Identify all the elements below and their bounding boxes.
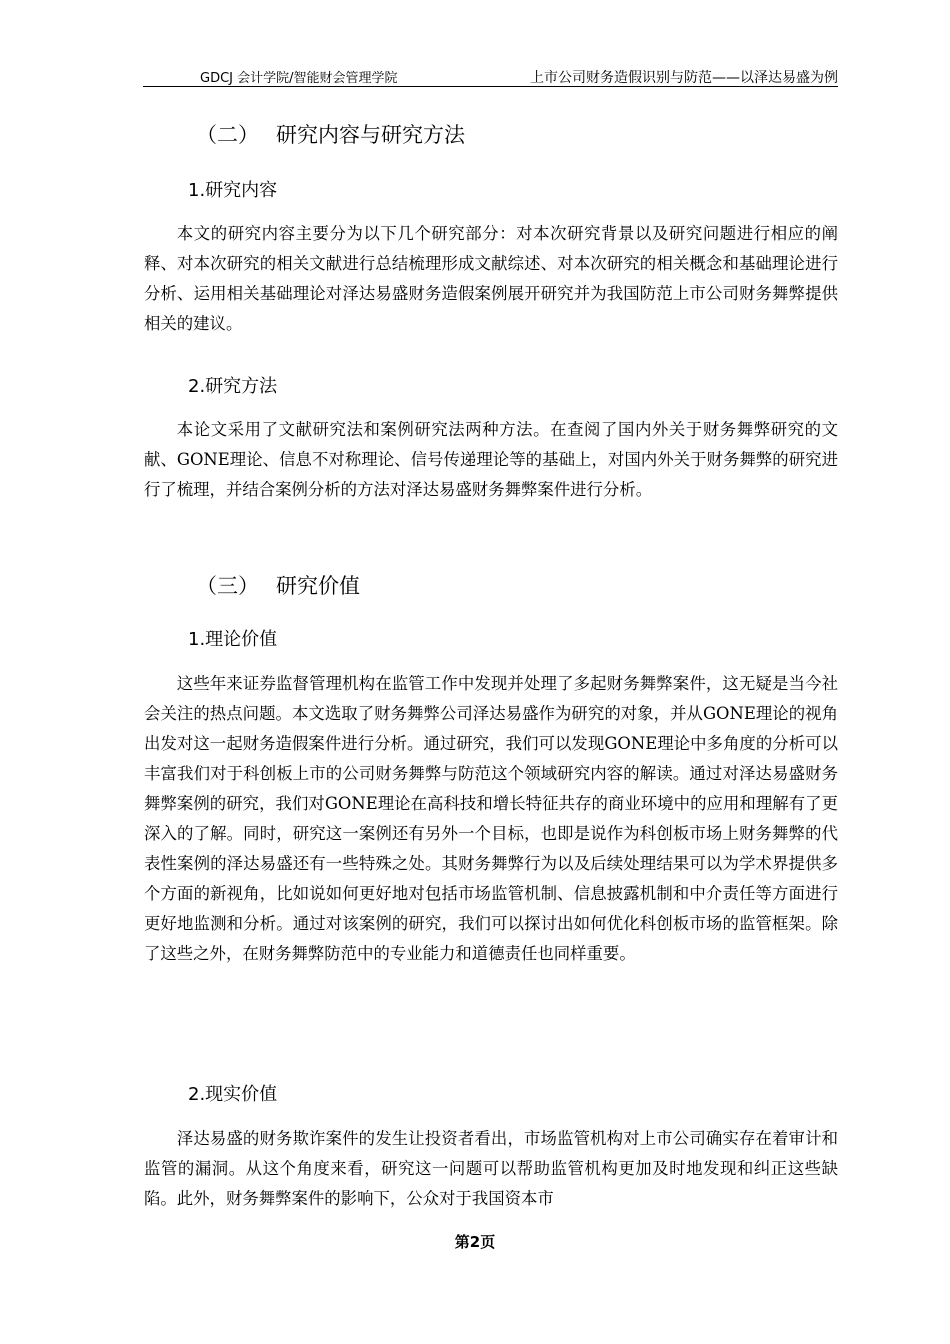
subsection-heading-research-content: 1.研究内容 bbox=[188, 180, 278, 201]
section-number: （二） bbox=[196, 123, 259, 147]
section-heading-research-content-method bbox=[196, 119, 465, 149]
section-title: 研究价值 bbox=[276, 574, 360, 598]
section-heading-research-value bbox=[196, 570, 360, 600]
paragraph-research-content: 本文的研究内容主要分为以下几个研究部分：对本次研究背景以及研究问题进行相应的阐释、对本次研究的相关文献进行总结梳理形成文献综述、对本次研究的相关概念和基础理论进行分析、运用相关基础理论对泽达易盛财务造假案例展开研究并为我国防范上市公司财务舞弊提供相关的建议。 bbox=[144, 224, 838, 333]
header-divider bbox=[143, 86, 838, 87]
section-number: （三） bbox=[196, 574, 259, 598]
section-title: 研究内容与研究方法 bbox=[276, 123, 465, 147]
paragraph-research-method: 本论文采用了文献研究法和案例研究法两种方法。在查阅了国内外关于财务舞弊研究的文献、GONE理论、信息不对称理论、信号传递理论等的基础上，对国内外关于财务舞弊的研究进行了梳理，并结合案例分析的方法对泽达易盛财务舞弊案件进行分析。 bbox=[144, 420, 838, 499]
subsection-heading-practical-value: 2.现实价值 bbox=[188, 1084, 278, 1105]
subsection-heading-research-method: 2.研究方法 bbox=[188, 376, 278, 397]
header-paper-title: 上市公司财务造假识别与防范——以泽达易盛为例 bbox=[530, 70, 838, 86]
subsection-heading-theoretical-value: 1.理论价值 bbox=[188, 629, 278, 650]
paragraph-theoretical-value: 这些年来证券监督管理机构在监管工作中发现并处理了多起财务舞弊案件，这无疑是当今社会关注的热点问题。本文选取了财务舞弊公司泽达易盛作为研究的对象，并从GONE理论的视角出发对这一起财务造假案件进行分析。通过研究，我们可以发现GONE理论中多角度的分析可以丰富我们对于科创板上市的公司财务舞弊与防范这个领域研究内容的解读。通过对泽达易盛财务舞弊案例的研究，我们对GONE理论在高科技和增长特征共存的商业环境中的应用和理解有了更深入的了解。同时，研究这一案例还有另外一个目标，也即是说作为科创板市场上财务舞弊的代表性案例的泽达易盛还有一些特殊之处。其财务舞弊行为以及后续处理结果可以为学术界提供多个方面的新视角，比如说如何更好地对包括市场监管机制、信息披露机制和中介责任等方面进行更好地监测和分析。通过对该案例的研究，我们可以探讨出如何优化科创板市场的监管框架。除了这些之外，在财务舞弊防范中的专业能力和道德责任也同样重要。 bbox=[144, 674, 838, 963]
header-school: GDCJ 会计学院/智能财会管理学院 bbox=[200, 71, 398, 86]
page-number: 第2页 bbox=[454, 1233, 496, 1251]
paragraph-practical-value: 泽达易盛的财务欺诈案件的发生让投资者看出，市场监管机构对上市公司确实存在着审计和监管的漏洞。从这个角度来看，研究这一问题可以帮助监管机构更加及时地发现和纠正这些缺陷。此外，财务舞弊案件的影响下，公众对于我国资本市 bbox=[144, 1129, 838, 1208]
